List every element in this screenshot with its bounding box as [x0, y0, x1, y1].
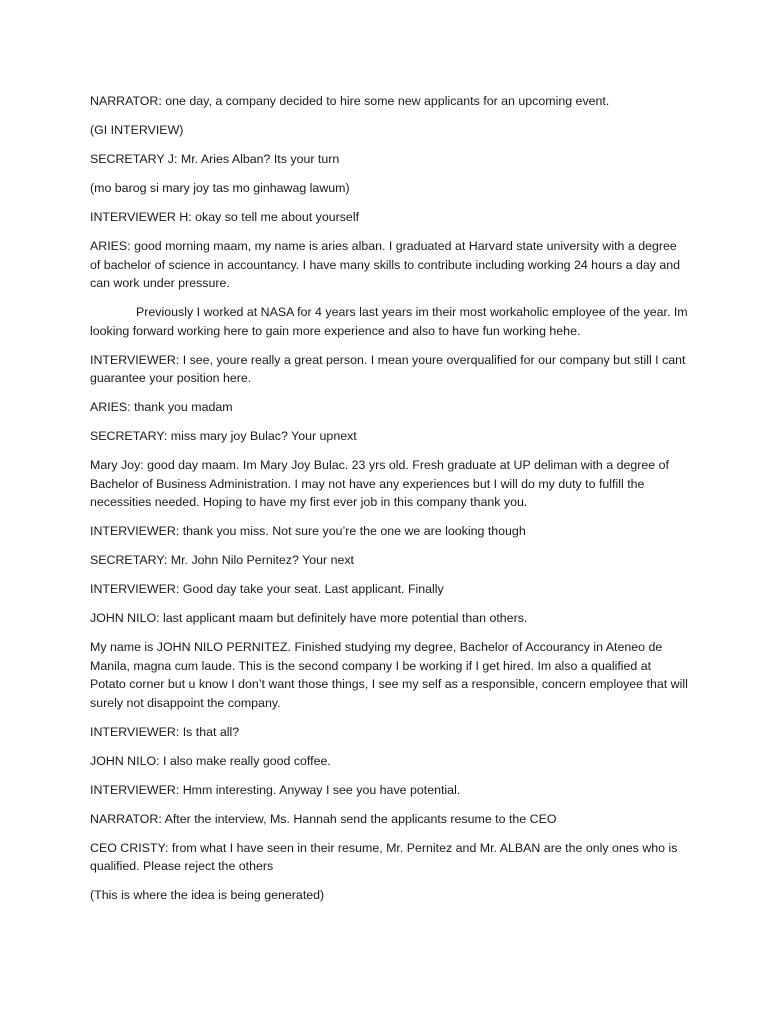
script-paragraph: ARIES: good morning maam, my name is aries alban. I graduated at Harvard state university with a degree of bachelor of science in accountancy. I have many skills to contribute including working 24 hours a day and can work under pressure. [90, 239, 681, 290]
script-paragraph: ARIES: thank you madam [90, 400, 233, 414]
script-paragraph: (mo barog si mary joy tas mo ginhawag lawum) [90, 181, 350, 195]
script-paragraph: Previously I worked at NASA for 4 years last years im their most workaholic employee of the year. Im looking forward working here to gain more experience and also to have fun working hehe. [90, 305, 688, 338]
script-paragraph: CEO CRISTY: from what I have seen in their resume, Mr. Pernitez and Mr. ALBAN are the only ones who is qualified. Please reject the others [90, 840, 678, 873]
script-paragraph: INTERVIEWER: I see, youre really a great person. I mean youre overqualified for our company but still I cant guarantee your position here. [90, 352, 686, 385]
script-paragraph: My name is JOHN NILO PERNITEZ. Finished studying my degree, Bachelor of Accourancy in Ateneo de Manila, magna cum laude. This is the second company I be working if I get hired. Im also a qualified at Potato corner but u know I don’t want those things, I see my self as a responsible, concern employee that will surely not disappoint the company. [90, 640, 688, 710]
script-paragraph: JOHN NILO: I also make really good coffee. [90, 753, 331, 768]
script-paragraph: SECRETARY J: Mr. Aries Alban? Its your turn [90, 152, 340, 166]
script-paragraph: INTERVIEWER: Good day take your seat. Last applicant. Finally [90, 582, 444, 596]
script-paragraph: Mary Joy: good day maam. Im Mary Joy Bulac. 23 yrs old. Fresh graduate at UP deliman with a degree of Bachelor of Business Administration. I may not have any experiences but I will do my duty to fulfill the necessities needed. Hoping to have my first ever job in this company thank you. [90, 458, 669, 509]
script-paragraph: JOHN NILO: last applicant maam but definitely have more potential than others. [90, 611, 528, 625]
script-paragraph: NARRATOR: one day, a company decided to hire some new applicants for an upcoming event. [90, 94, 610, 108]
script-paragraph: INTERVIEWER: Is that all? [90, 724, 240, 739]
script-paragraph: INTERVIEWER: thank you miss. Not sure you’re the one we are looking though [90, 524, 526, 538]
script-paragraph: NARRATOR: After the interview, Ms. Hannah send the applicants resume to the CEO [90, 811, 557, 826]
script-paragraph: INTERVIEWER: Hmm interesting. Anyway I see you have potential. [90, 782, 461, 797]
script-paragraph: (This is where the idea is being generated) [90, 888, 325, 902]
script-paragraph: INTERVIEWER H: okay so tell me about yourself [90, 210, 360, 224]
script-paragraph: (GI INTERVIEW) [90, 123, 184, 137]
script-paragraph: SECRETARY: miss mary joy Bulac? Your upnext [90, 429, 357, 443]
document-body [90, 92, 690, 915]
script-paragraph: SECRETARY: Mr. John Nilo Pernitez? Your next [90, 553, 354, 567]
